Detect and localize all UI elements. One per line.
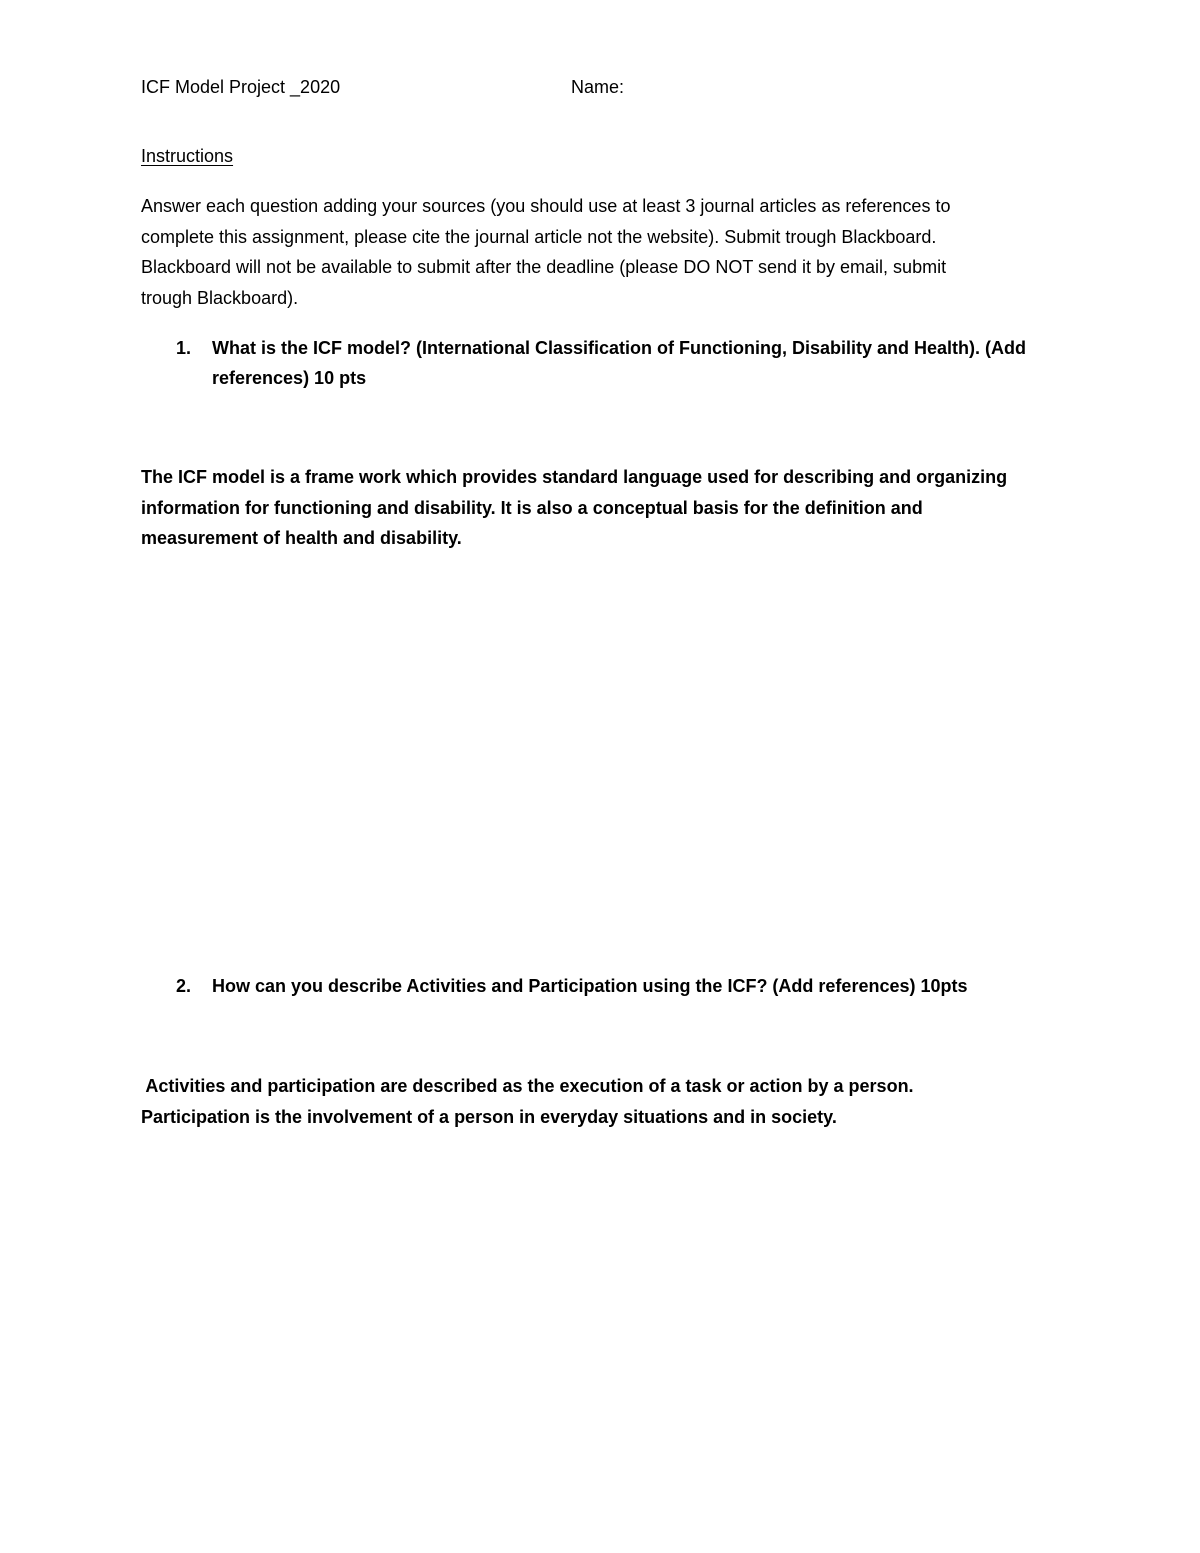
- question-text: [212, 333, 1071, 393]
- question-line: What is the ICF model? (International Classification of Functioning, Disability and Health). (Add: [212, 338, 1027, 358]
- question-1: [141, 333, 1071, 393]
- answer-line: Participation is the involvement of a person in everyday situations and in society.: [141, 1106, 837, 1127]
- name-label: Name:: [571, 77, 625, 97]
- answer-line: information for functioning and disability. It is also a conceptual basis for the definition and: [141, 497, 923, 518]
- question-line: references) 10 pts: [212, 368, 367, 388]
- question-number: 2.: [176, 976, 192, 996]
- answer-line: measurement of health and disability.: [141, 528, 462, 548]
- instructions-line: Answer each question adding your sources (you should use at least 3 journal articles as references to: [141, 196, 951, 216]
- instructions-paragraph: [141, 191, 1041, 313]
- answer-1: [141, 462, 1051, 554]
- instructions-heading: Instructions: [141, 146, 234, 166]
- instructions-line: Blackboard will not be available to submit after the deadline (please DO NOT send it by email, submit: [141, 257, 947, 277]
- instructions-line: complete this assignment, please cite the journal article not the website). Submit trough Blackboard.: [141, 226, 937, 247]
- question-line: How can you describe Activities and Participation using the ICF? (Add references) 10pts: [212, 976, 968, 996]
- question-text: [212, 971, 1071, 1001]
- project-title: ICF Model Project _2020: [141, 77, 341, 97]
- answer-line: The ICF model is a frame work which provides standard language used for describing and organizing: [141, 467, 1008, 487]
- answer-line: Activities and participation are described as the execution of a task or action by a person.: [141, 1076, 914, 1096]
- question-number: 1.: [176, 338, 192, 358]
- question-2: [141, 971, 1071, 1001]
- answer-2: [141, 1071, 1051, 1132]
- instructions-line: trough Blackboard).: [141, 287, 299, 308]
